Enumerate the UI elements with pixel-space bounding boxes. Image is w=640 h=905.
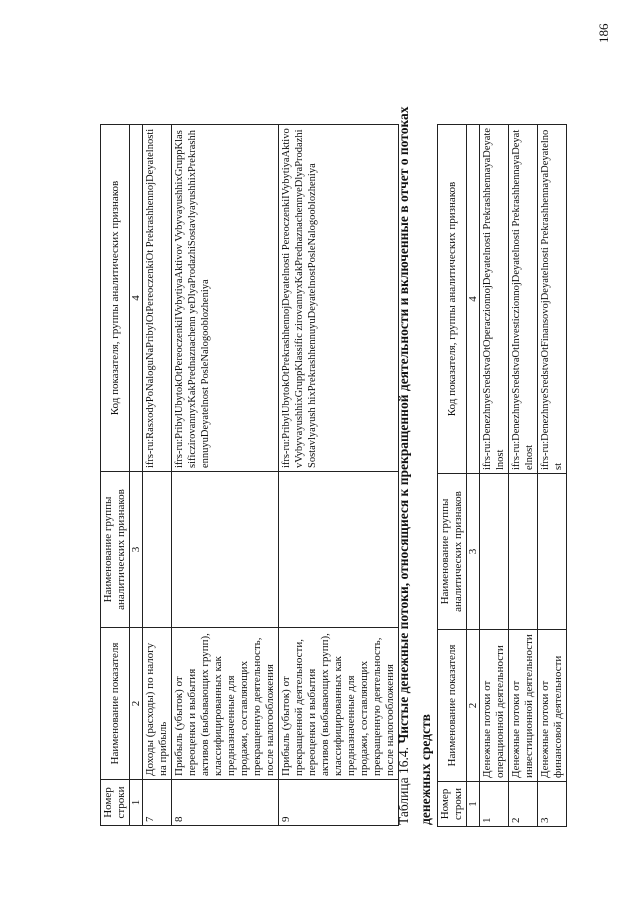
indicator-code: ifrs-ru:RasxodyPoNaloguNaPribylOtPereoczenkiOt PrekrashhennojDeyatelnosti [143,125,172,472]
row-number: 3 [538,782,567,827]
col-number: 1 [130,780,143,826]
row-number: 1 [480,782,509,827]
indicator-name: Прибыль (убыток) от переоценки и выбытия активов (выбывающих групп), классифицированных как предназначенные для продажи, составляющих прекращенную деятельность, после налогообложения [172,628,279,780]
row-number: 7 [143,780,172,826]
column-number-row [467,125,480,827]
header-row-number: Номер строки [101,780,130,826]
col-number: 4 [467,125,480,474]
caption-title: Чистые денежные потоки, относящиеся к прекращенной деятельности и включенные в отчет о потоках денежных средств [396,106,433,825]
group-name [509,474,538,630]
col-number: 1 [467,782,480,827]
col-number: 3 [467,474,480,630]
header-code: Код показателя, группы аналитических признаков [101,125,130,472]
indicator-name: Доходы (расходы) по налогу на прибыль [143,628,172,780]
indicator-code: ifrs-ru:PribylUbytokOtPereoczenkiIVybytiyaAktivov VybyvayushhixGruppKlassificzirovannyxKakPrednaznachenn yeDlyaProdazhiSostavlyayushhixPrekrashhennuyuDeyatelnost PosleNalogooblozheniya [172,125,279,472]
row-number: 9 [279,780,399,826]
group-name [143,472,172,628]
header-code: Код показателя, группы аналитических признаков [438,125,467,474]
col-number: 3 [130,472,143,628]
group-name [480,474,509,630]
table-cont-16-3 [100,124,399,826]
indicator-code: ifrs-ru:PribylUbytokOtPrekrashhennojDeyatelnosti PereoczenkiIVybytiyaAktivovVybyvayushhixGruppKlassific zirovannyxKakPrednaznachennyeDlyaProdazhiSostavlyayush hixPrekrashhennuyuDeyatelnostPosleNalogooblozheniya [279,125,399,472]
table-row [480,125,509,827]
table-row [509,125,538,827]
indicator-name: Прибыль (убыток) от прекращенной деятельности, переоценки и выбытия активов (выбывающих групп), классифицированных как предназначенные для продажи, составляющих прекращенную деятельность, после налогообложения [279,628,399,780]
col-number: 2 [130,628,143,780]
table-row [279,125,399,826]
table-row [172,125,279,826]
group-name [538,474,567,630]
header-group-name: Наименование группы аналитических признаков [101,472,130,628]
indicator-name: Денежные потоки от операционной деятельности [480,630,509,782]
indicator-code: ifrs-ru:DenezhnyeSredstvaOtInvesticzionnojDeyatelnosti PrekrashhennayaDeyatelnost [509,125,538,474]
group-name [279,472,399,628]
header-group-name: Наименование группы аналитических признаков [438,474,467,630]
indicator-name: Денежные потоки от инвестиционной деятельности [509,630,538,782]
table-caption [393,85,437,825]
table-row [538,125,567,827]
header-indicator-name: Наименование показателя [101,628,130,780]
table-header-row [101,125,130,826]
row-number: 2 [509,782,538,827]
row-number: 8 [172,780,279,826]
indicator-code: ifrs-ru:DenezhnyeSredstvaOtOperaczionnojDeyatelnosti PrekrashhennayaDeyatelnost [480,125,509,474]
page-number: 186 [596,23,611,43]
table-header-row [438,125,467,827]
col-number: 4 [130,125,143,472]
table-16-4 [437,124,567,827]
indicator-code: ifrs-ru:DenezhnyeSredstvaOtFinansovojDeyatelnosti PrekrashhennayaDeyatelnost [538,125,567,474]
table-row [143,125,172,826]
caption-prefix: Таблица 16.4. [396,747,411,825]
indicator-name: Денежные потоки от финансовой деятельности [538,630,567,782]
header-indicator-name: Наименование показателя [438,630,467,782]
col-number: 2 [467,630,480,782]
header-row-number: Номер строки [438,782,467,827]
group-name [172,472,279,628]
column-number-row [130,125,143,826]
